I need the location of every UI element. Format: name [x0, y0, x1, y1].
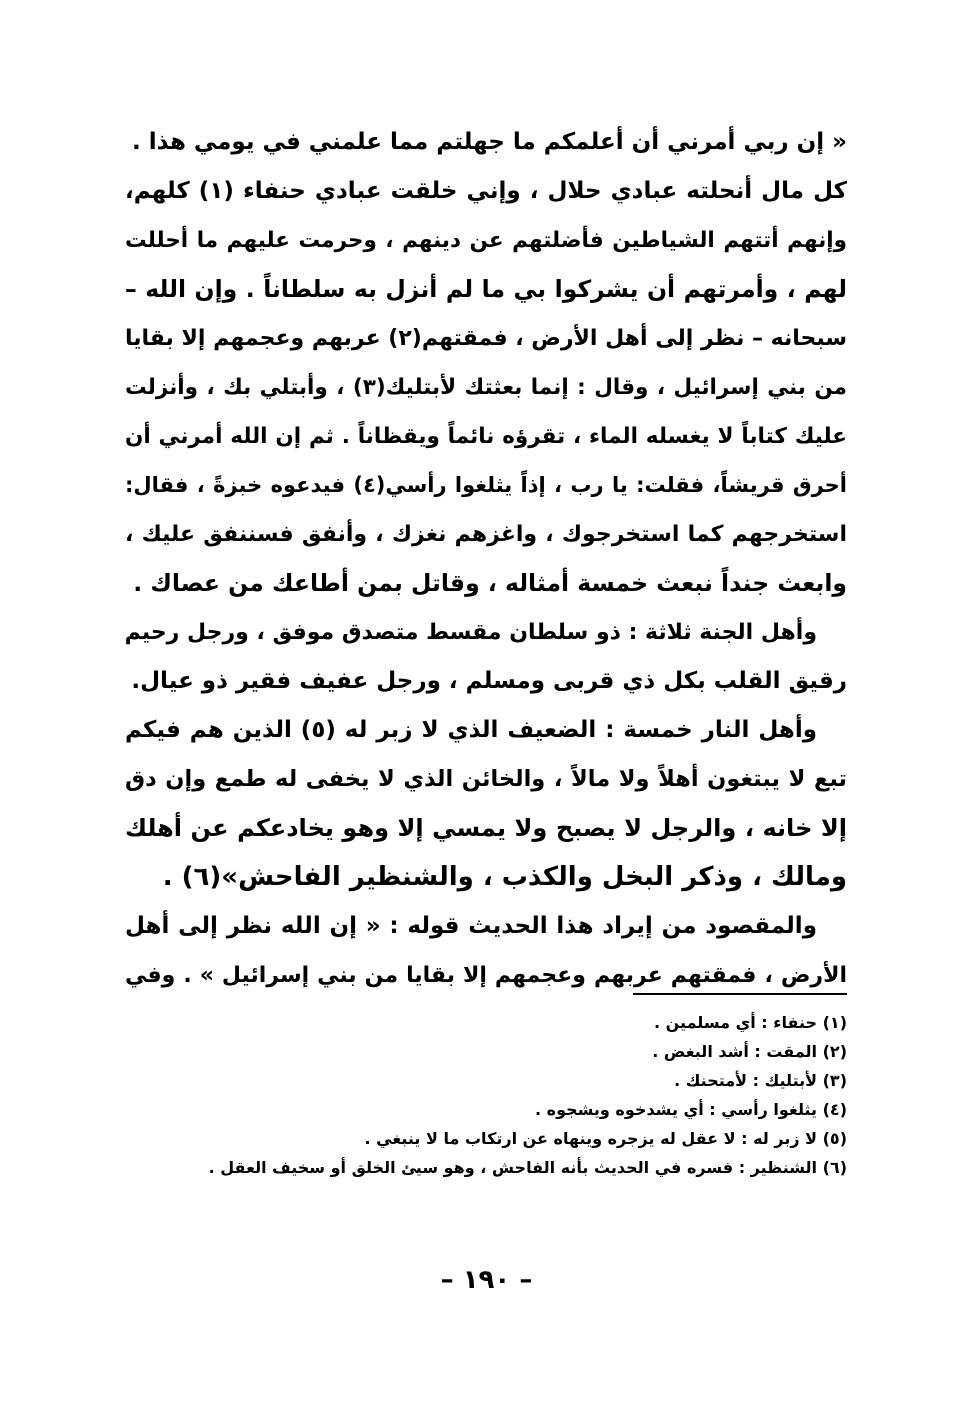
- footnote: (٦) الشنظير : فسره في الحديث بأنه الفاحش ، وهو سيئ الخلق أو سخيف العقل .: [208, 1158, 847, 1177]
- body-text: [125, 118, 847, 1000]
- body-line: كل مال أنحلته عبادي حلال ، وإني خلقت عبادي حنفاء (١) كلهم،: [125, 178, 847, 204]
- body-line: رقيق القلب بكل ذي قربى ومسلم ، ورجل عفيف فقير ذو عيال.: [131, 668, 847, 694]
- body-line: استخرجهم كما استخرجوك ، واغزهم نغزك ، وأنفق فسننفق عليك ،: [125, 522, 847, 547]
- footnotes: [125, 1008, 847, 1182]
- body-line: الأرض ، فمقتهم عربهم وعجمهم إلا بقايا من بني إسرائيل » . وفي: [125, 963, 847, 988]
- body-line: من بني إسرائيل ، وقال : إنما بعثتك لأبتليك(٣) ، وأبتلي بك ، وأنزلت: [125, 375, 847, 400]
- body-line: والمقصود من إيراد هذا الحديث قوله : « إن الله نظر إلى أهل: [125, 913, 817, 939]
- body-line: وأهل الجنة ثلاثة : ذو سلطان مقسط متصدق موفق ، ورجل رحيم: [124, 620, 817, 645]
- body-line: أحرق قريشاً، فقلت: يا رب ، إذاً يثلغوا رأسي(٤) فيدعوه خبزةً ، فقال:: [125, 473, 847, 497]
- body-line: ومالك ، وذكر البخل والكذب ، والشنظير الفاحش»(٦) .: [162, 862, 847, 892]
- body-line: « إن ربي أمرني أن أعلمكم ما جهلتم مما علمني في يومي هذا .: [132, 129, 847, 155]
- body-line: وابعث جنداً نبعث خمسة أمثاله ، وقاتل بمن أطاعك من عصاك .: [133, 569, 847, 597]
- footnote: (٤) يثلغوا رأسي : أي يشدخوه ويشجوه .: [534, 1100, 847, 1119]
- body-line: وأهل النار خمسة : الضعيف الذي لا زبر له (٥) الذين هم فيكم: [125, 717, 817, 743]
- body-line: إلا خانه ، والرجل لا يصبح ولا يمسي إلا وهو يخادعكم عن أهلك: [125, 814, 847, 842]
- page-number: – ١٩٠ –: [440, 1265, 533, 1295]
- footnote: (٥) لا زبر له : لا عقل له يزجره وينهاه عن ارتكاب ما لا ينبغي .: [364, 1129, 847, 1148]
- body-line: عليك كتاباً لا يغسله الماء ، تقرؤه نائماً ويقظاناً . ثم إن الله أمرني أن: [125, 424, 847, 449]
- footnote-divider: [633, 993, 847, 995]
- footnote: (١) حنفاء : أي مسلمين .: [653, 1013, 847, 1032]
- body-line: وإنهم أتتهم الشياطين فأضلتهم عن دينهم ، وحرمت عليهم ما أحللت: [125, 228, 847, 253]
- footnote: (٢) المقت : أشد البغض .: [652, 1042, 847, 1061]
- body-line: لهم ، وأمرتهم أن يشركوا بي ما لم أنزل به سلطاناً . وإن الله –: [125, 275, 847, 303]
- body-line: سبحانه – نظر إلى أهل الأرض ، فمقتهم(٢) عربهم وعجمهم إلا بقايا: [125, 326, 848, 351]
- footnote: (٣) لأبتليك : لأمتحنك .: [674, 1071, 847, 1090]
- body-line: تبع لا يبتغون أهلاً ولا مالاً ، والخائن الذي لا يخفى له طمع وإن دق: [125, 766, 847, 792]
